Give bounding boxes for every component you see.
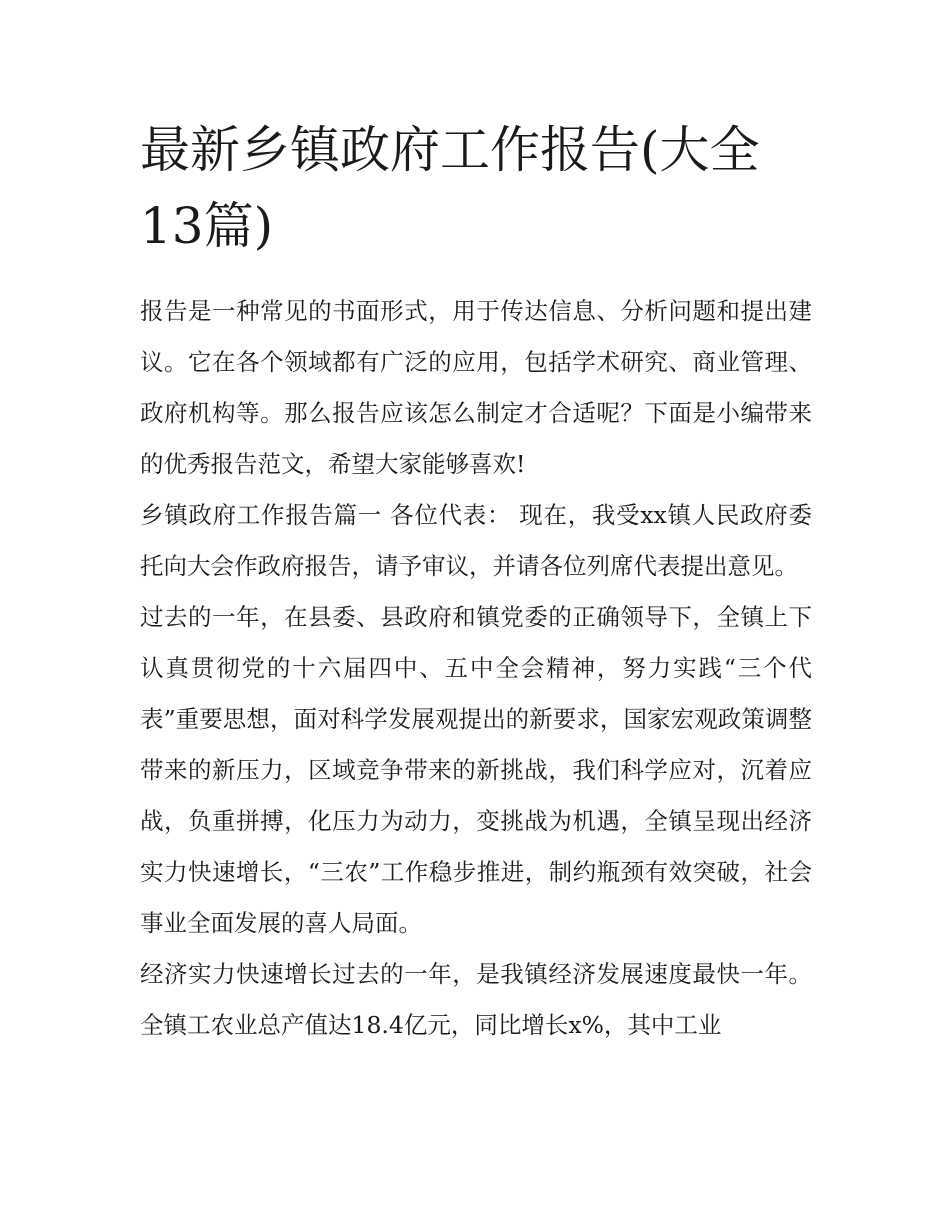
document-title: 最新乡镇政府工作报告(大全13篇) [140,121,760,255]
paragraph-intro: 报告是一种常见的书面形式，用于传达信息、分析问题和提出建议。它在各个领域都有广泛的应用，包括学术研究、商业管理、政府机构等。那么报告应该怎么制定才合适呢？下面是小编带来的优秀报告范文，希望大家能够喜欢! [140,297,812,478]
paragraph-economic-growth: 经济实力快速增长过去的一年，是我镇经济发展速度最快一年。全镇工农业总产值达18.4亿元，同比增长x%，其中工业 [140,960,812,1039]
paragraph-chapter-one-opening: 乡镇政府工作报告篇一 各位代表： 现在，我受xx镇人民政府委托向大会作政府报告，请予审议，并请各位列席代表提出意见。 [140,501,812,580]
paragraph-past-year-review: 过去的一年，在县委、县政府和镇党委的正确领导下，全镇上下认真贯彻党的十六届四中、五中全会精神，努力实践“三个代表”重要思想，面对科学发展观提出的新要求，国家宏观政策调整带来的新压力，区域竞争带来的新挑战，我们科学应对，沉着应战，负重拼搏，化压力为动力，变挑战为机遇，全镇呈现出经济实力快速增长，“三农”工作稳步推进，制约瓶颈有效突破，社会事业全面发展的喜人局面。 [140,603,812,937]
document-body [140,112,812,1051]
